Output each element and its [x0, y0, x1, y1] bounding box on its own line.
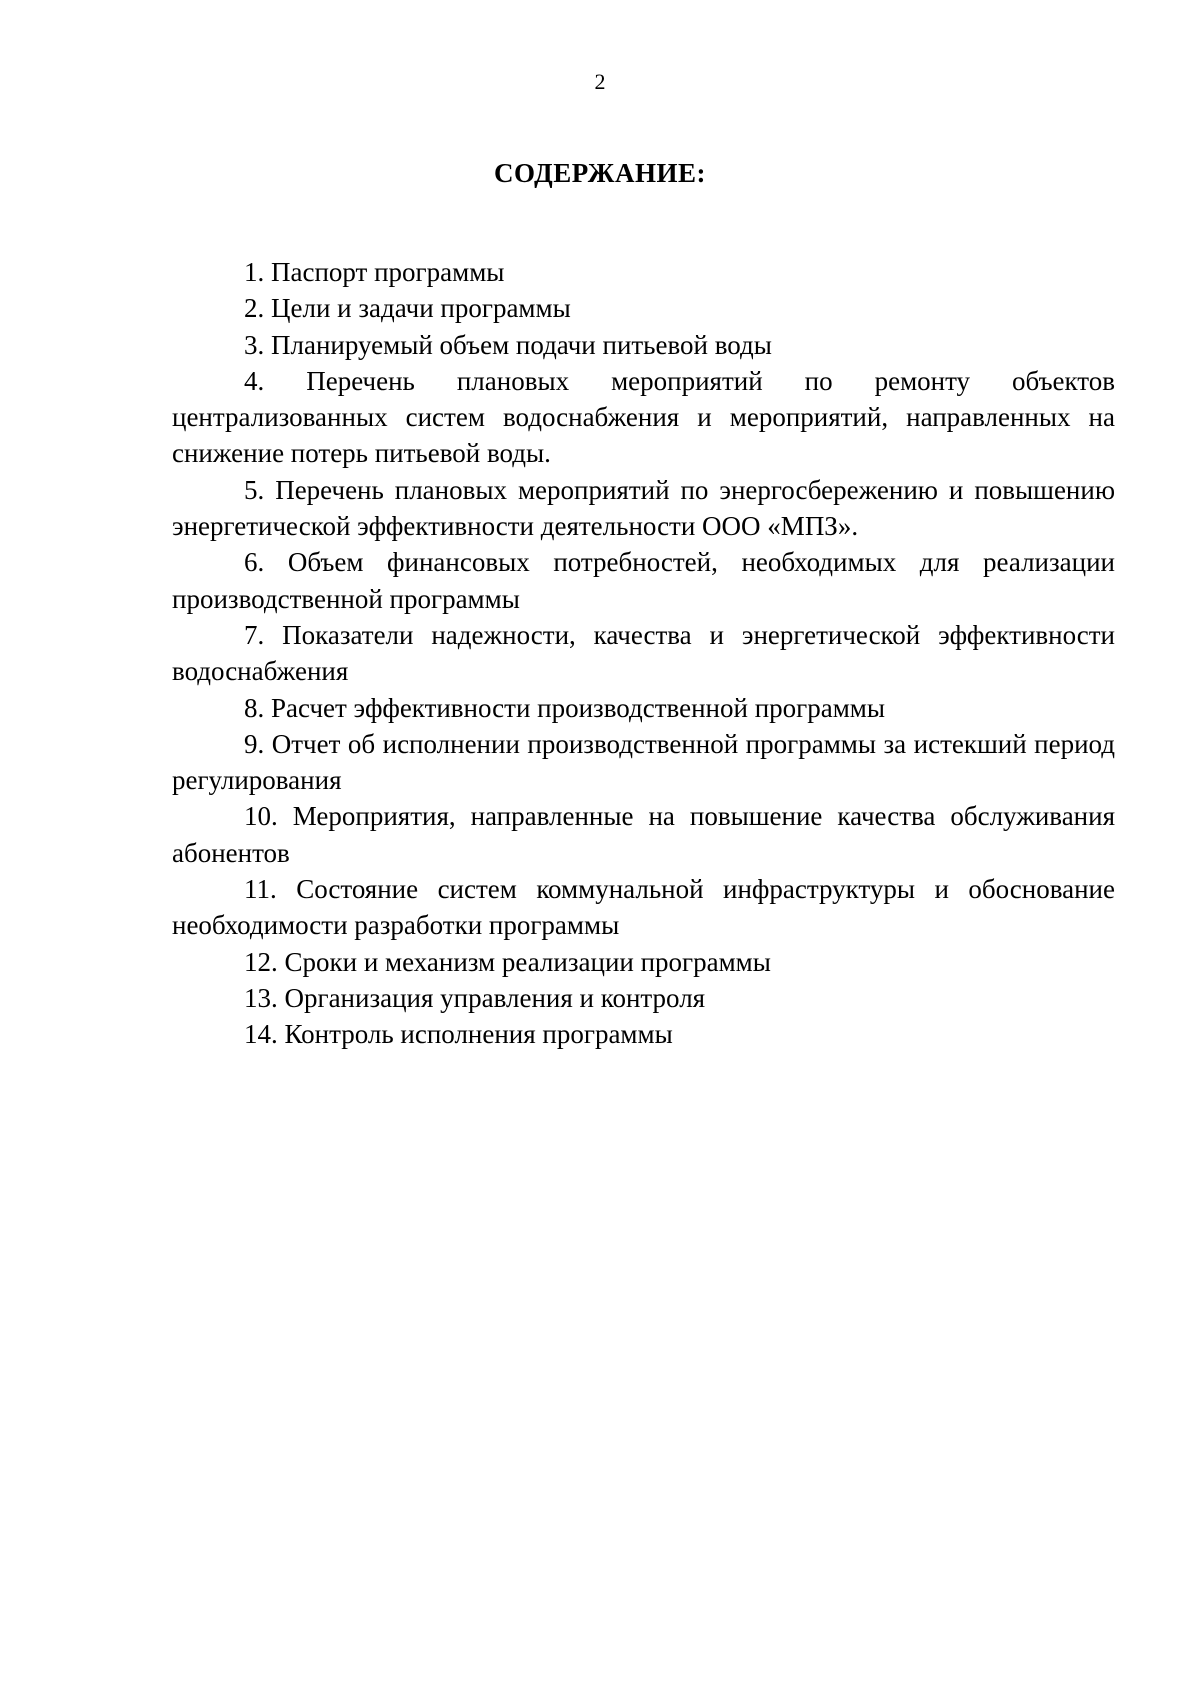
toc-item-9: 9. Отчет об исполнении производственной программы за истекший период регулирования: [172, 728, 1115, 796]
toc-item-6: 6. Объем финансовых потребностей, необходимых для реализации производственной программы: [172, 547, 1115, 614]
toc-item-14: 14. Контроль исполнения программы: [244, 1019, 673, 1050]
table-of-contents: [172, 254, 1115, 1053]
toc-item-8: 8. Расчет эффективности производственной программы: [244, 692, 886, 723]
toc-item-4: 4. Перечень плановых мероприятий по ремонту объектов централизованных систем водоснабжения и мероприятий, направленных на снижение потерь питьевой воды.: [172, 365, 1115, 469]
toc-item-1: 1. Паспорт программы: [244, 257, 505, 287]
toc-item-10: 10. Мероприятия, направленные на повышение качества обслуживания абонентов: [172, 801, 1115, 868]
toc-item-7: 7. Показатели надежности, качества и энергетической эффективности водоснабжения: [172, 619, 1115, 687]
toc-item-2: 2. Цели и задачи программы: [244, 293, 571, 324]
page-number: 2: [594, 69, 606, 94]
toc-item-12: 12. Сроки и механизм реализации программы: [244, 946, 771, 977]
toc-item-13: 13. Организация управления и контроля: [244, 982, 706, 1013]
toc-item-11: 11. Состояние систем коммунальной инфраструктуры и обоснование необходимости разработки программы: [172, 874, 1115, 941]
toc-item-5: 5. Перечень плановых мероприятий по энергосбережению и повышению энергетической эффективности деятельности ООО «МПЗ».: [172, 474, 1115, 542]
page-title: СОДЕРЖАНИЕ:: [494, 158, 706, 188]
toc-item-3: 3. Планируемый объем подачи питьевой воды: [244, 329, 772, 360]
